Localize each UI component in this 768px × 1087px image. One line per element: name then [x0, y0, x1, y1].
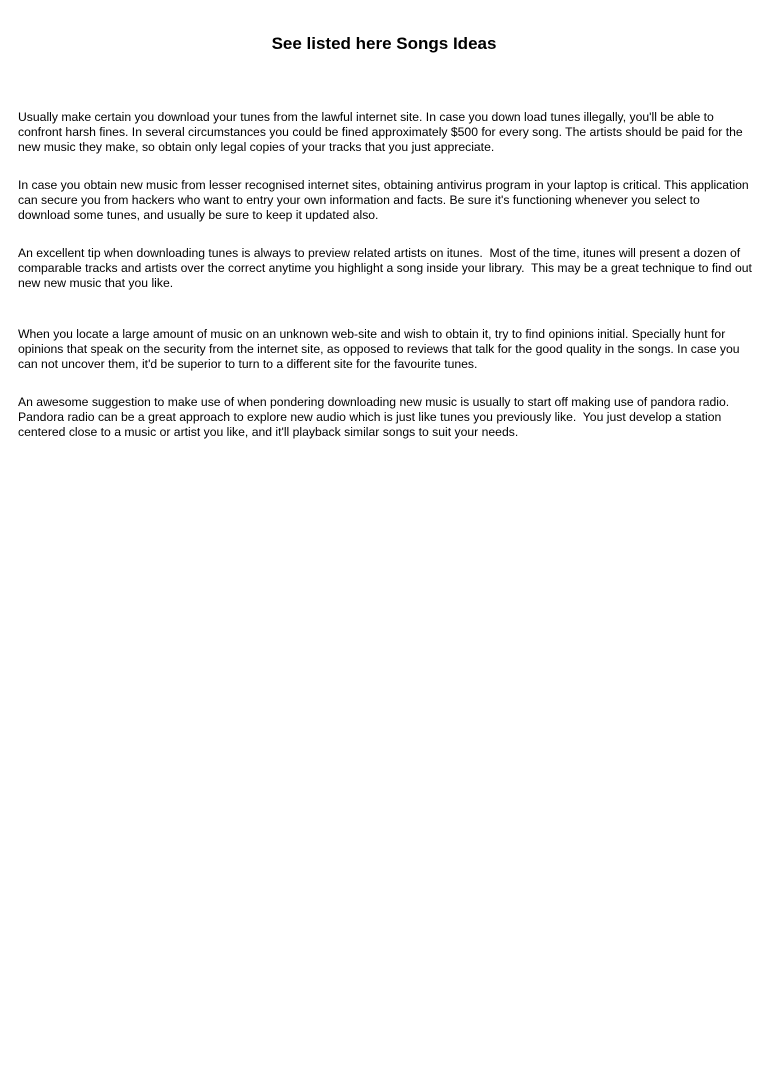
paragraph-1: Usually make certain you download your tunes from the lawful internet site. In case you down load tunes illegally, you'll be able to confront harsh fines. In several circumstances you could be fined approximately $500 for every song. The artists should be paid for the new music they make, so obtain only legal copies of your tracks that you just appreciate. [18, 110, 747, 154]
page-title: See listed here Songs Ideas [271, 34, 497, 53]
paragraph-4: When you locate a large amount of music on an unknown web-site and wish to obtain it, try to find opinions initial. Specially hunt for opinions that speak on the security from the internet site, as opposed to reviews that talk for the good quality in the songs. In case you can not uncover them, it'd be superior to turn to a different site for the favourite tunes. [18, 327, 743, 371]
paragraph-5: An awesome suggestion to make use of when pondering downloading new music is usually to start off making use of pandora radio. Pandora radio can be a great approach to explore new audio which is just like tunes you previously like. You just develop a station centered close to a music or artist you like, and it'll playback similar songs to suit your needs. [18, 395, 736, 439]
paragraph-3: An excellent tip when downloading tunes is always to preview related artists on itunes. Most of the time, itunes will present a dozen of comparable tracks and artists over the correct anytime you highlight a song inside your library. This may be a great technique to find out new new music that you like. [18, 246, 756, 290]
paragraph-2: In case you obtain new music from lesser recognised internet sites, obtaining antivirus program in your laptop is critical. This application can secure you from hackers who want to entry your own information and facts. Be sure it's functioning whenever you select to download some tunes, and usually be sure to keep it updated also. [18, 178, 753, 222]
